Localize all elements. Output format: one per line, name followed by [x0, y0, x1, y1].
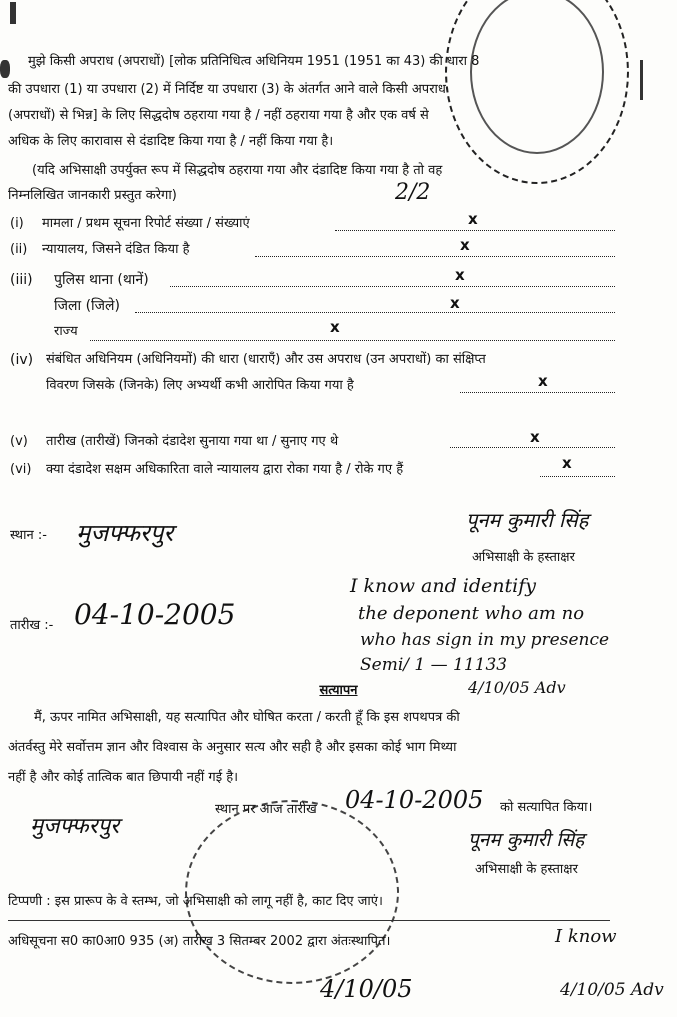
scan-mark-top	[10, 2, 16, 24]
scan-mark-right	[640, 60, 643, 100]
district-label: जिला (जिले)	[54, 298, 121, 314]
para2-line2: निम्नलिखित जानकारी प्रस्तुत करेगा)	[8, 188, 177, 203]
para1-line3: (अपराधों) से भिन्न] के लिए सिद्धदोष ठहराया गया है / नहीं ठहराया गया है और एक वर्ष से	[8, 108, 429, 123]
item-vi-text: क्या दंडादेश सक्षम अधिकारिता वाले न्यायालय द्वारा रोका गया है / रोके गए हैं	[46, 462, 404, 477]
item-iii-dotline	[170, 286, 615, 287]
place-value: मुजफ्फरपुर	[76, 519, 174, 547]
footnote: टिप्पणी : इस प्रारूप के वे स्तम्भ, जो अभिसाक्षी को लागू नहीं है, काट दिए जाएं।	[8, 894, 383, 909]
item-vi-cross: x	[562, 454, 572, 472]
bottom-right-note-2: 4/10/05 Adv	[560, 980, 664, 1000]
date-label: तारीख :-	[10, 618, 54, 633]
item-i-text: मामला / प्रथम सूचना रिपोर्ट संख्या / संख्याएं	[42, 216, 250, 231]
note-line3: who has sign in my presence	[360, 630, 610, 650]
state-dotline	[90, 340, 615, 341]
item-i-dotline	[335, 230, 615, 231]
item-iii-text: पुलिस थाना (थानें)	[54, 272, 149, 288]
date-value: 04-10-2005	[74, 598, 236, 631]
item-iv-number: (iv)	[10, 352, 34, 368]
item-iii-cross: x	[455, 266, 465, 284]
para1-line2: की उपधारा (1) या उपधारा (2) में निर्दिष्ट या उपधारा (3) के अंतर्गत आने वाले किसी अपराध	[8, 82, 446, 97]
item-vi-number: (vi)	[10, 462, 32, 477]
item-vi-dotline	[540, 476, 615, 477]
verification-line1: मैं, ऊपर नामित अभिसाक्षी, यह सत्यापित और घोषित करता / करती हूँ कि इस शपथपत्र की	[34, 710, 460, 725]
state-label: राज्य	[54, 324, 78, 339]
place-label: स्थान :-	[10, 528, 47, 543]
bottom-right-note-1: I know	[555, 926, 617, 947]
para1-line4: अधिक के लिए कारावास से दंडादिष्ट किया गया है / नहीं किया गया है।	[8, 134, 334, 149]
item-v-cross: x	[530, 428, 540, 446]
district-cross: x	[450, 294, 460, 312]
deponent-signature-2: पूनम कुमारी सिंह	[468, 829, 585, 851]
verification-heading: सत्यापन	[319, 683, 358, 698]
circular-stamp-bottom	[185, 800, 399, 984]
item-iv-text1: संबंधित अधिनियम (अधिनियमों) की धारा (धाराएँ) और उस अपराध (उन अपराधों) का संक्षिप्त	[46, 352, 486, 367]
handwritten-212: 2/2	[395, 180, 431, 205]
verify-place: मुजफ्फरपुर	[30, 814, 120, 839]
note-line1: I know and identify	[350, 575, 537, 597]
item-iv-text2: विवरण जिसके (जिनके) लिए अभ्यर्थी कभी आरोपित किया गया है	[46, 378, 354, 393]
deponent-signature: पूनम कुमारी सिंह	[466, 508, 589, 532]
verification-line4a: स्थान पर आज तारीख	[215, 802, 317, 817]
district-dotline	[135, 312, 615, 313]
notification-text: अधिसूचना स0 का0आ0 935 (अ) तारीख 3 सितम्बर 2002 द्वारा अंतःस्थापित।	[8, 934, 391, 949]
item-i-number: (i)	[10, 216, 24, 231]
para1-line1: मुझे किसी अपराध (अपराधों) [लोक प्रतिनिधित्व अधिनियम 1951 (1951 का 43) की धारा 8	[28, 54, 480, 69]
note-line5: 4/10/05 Adv	[468, 678, 566, 697]
item-iv-dotline	[460, 392, 615, 393]
note-line2: the deponent who am no	[358, 603, 585, 624]
deponent-signature-label-2: अभिसाक्षी के हस्ताक्षर	[475, 862, 578, 877]
verification-line2: अंतर्वस्तु मेरे सर्वोत्तम ज्ञान और विश्वास के अनुसार सत्य और सही है और इसका कोई भाग मिथ्या	[8, 740, 457, 755]
item-iv-cross: x	[538, 372, 548, 390]
footnote-rule	[8, 920, 610, 921]
deponent-signature-label: अभिसाक्षी के हस्ताक्षर	[472, 550, 575, 565]
verification-line4b: को सत्यापित किया।	[500, 800, 593, 815]
item-v-number: (v)	[10, 434, 28, 449]
item-i-cross: x	[468, 210, 478, 228]
state-cross: x	[330, 318, 340, 336]
note-line4: Semi/ 1 — 11133	[360, 655, 508, 675]
bottom-handwritten-date: 4/10/05	[320, 975, 413, 1003]
item-v-text: तारीख (तारीखें) जिनको दंडादेश सुनाया गया था / सुनाए गए थे	[46, 434, 339, 449]
verification-line3: नहीं है और कोई तात्विक बात छिपायी नहीं गई है।	[8, 770, 239, 785]
item-v-dotline	[450, 447, 615, 448]
item-iii-number: (iii)	[10, 272, 33, 288]
item-ii-cross: x	[460, 236, 470, 254]
para2-line1: (यदि अभिसाक्षी उपर्युक्त रूप में सिद्धदोष ठहराया गया और दंडादिष्ट किया गया है तो वह	[32, 163, 443, 178]
verify-date: 04-10-2005	[345, 786, 484, 814]
item-ii-number: (ii)	[10, 242, 28, 257]
scan-mark-left	[0, 60, 10, 78]
item-ii-text: न्यायालय, जिसने दंडित किया है	[42, 242, 190, 257]
item-ii-dotline	[255, 256, 615, 257]
